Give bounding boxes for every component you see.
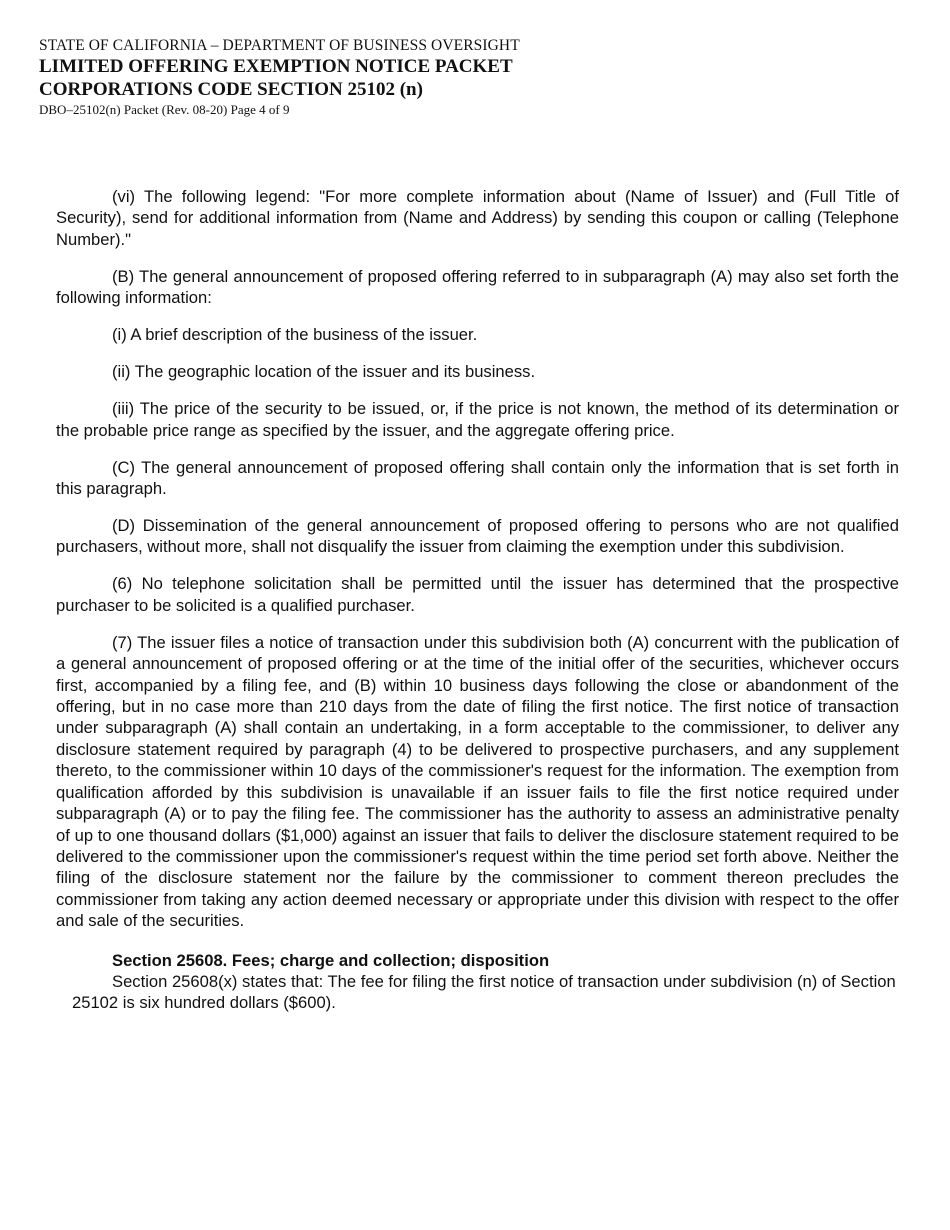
- document-body: [56, 186, 899, 1014]
- paragraph-c: (C) The general announcement of proposed offering shall contain only the information that is set forth in this paragraph.: [56, 457, 899, 499]
- paragraph-b-ii: (ii) The geographic location of the issuer and its business.: [112, 362, 536, 382]
- paragraph-b-i: (i) A brief description of the business of the issuer.: [112, 325, 478, 345]
- paragraph-7: (7) The issuer files a notice of transaction under this subdivision both (A) concurrent with the publication of a general announcement of proposed offering or at the time of the initial offer of the securities, whichever occurs first, accompanied by a filing fee, and (B) within 10 business days following the close or abandonment of the offering, but in no case more than 210 days from the date of filing the first notice. The first notice of transaction under subparagraph (A) shall contain an undertaking, in a form acceptable to the commissioner, to deliver any disclosure statement required by paragraph (4) to be delivered to prospective purchasers, and any supplement thereto, to the commissioner within 10 days of the commissioner's request for the information. The exemption from qualification afforded by this subdivision is unavailable if an issuer fails to file the first notice required under subparagraph (A) or to pay the filing fee. The commissioner has the authority to assess an administrative penalty of up to one thousand dollars ($1,000) against an issuer that fails to deliver the disclosure statement required to be delivered to the commissioner upon the commissioner's request within the time period set forth above. Neither the filing of the disclosure statement nor the failure by the commissioner to comment thereon precludes the commissioner from taking any action deemed necessary or appropriate under this division with respect to the offer and sale of the securities.: [56, 632, 899, 931]
- paragraph-6: (6) No telephone solicitation shall be permitted until the issuer has determined that the prospective purchaser to be solicited is a qualified purchaser.: [56, 574, 899, 615]
- document-header: [39, 36, 520, 118]
- section-heading: Section 25608. Fees; charge and collection; disposition: [112, 950, 550, 970]
- paragraph-legend: (vi) The following legend: "For more complete information about (Name of Issuer) and (Full Title of Security), send for additional information from (Name and Address) by sending this coupon or calling (Telephone Number).": [56, 187, 899, 249]
- packet-title: LIMITED OFFERING EXEMPTION NOTICE PACKET: [39, 56, 513, 77]
- form-page-number: DBO–25102(n) Packet (Rev. 08-20) Page 4 of 9: [39, 102, 290, 117]
- paragraph-b-iii: (iii) The price of the security to be issued, or, if the price is not known, the method of its determination or the probable price range as specified by the issuer, and the aggregate offering price.: [56, 399, 899, 440]
- section-25608: [56, 950, 899, 1014]
- code-section-title: CORPORATIONS CODE SECTION 25102 (n): [39, 79, 423, 100]
- section-text: Section 25608(x) states that: The fee for filing the first notice of transaction under subdivision (n) of Section 25102 is six hundred dollars ($600).: [72, 971, 896, 1013]
- agency-line: STATE OF CALIFORNIA – DEPARTMENT OF BUSINESS OVERSIGHT: [39, 37, 520, 54]
- paragraph-b: (B) The general announcement of proposed offering referred to in subparagraph (A) may also set forth the following information:: [56, 266, 899, 308]
- paragraph-d: (D) Dissemination of the general announcement of proposed offering to persons who are not qualified purchasers, without more, shall not disqualify the issuer from claiming the exemption under this subdivision.: [56, 516, 899, 557]
